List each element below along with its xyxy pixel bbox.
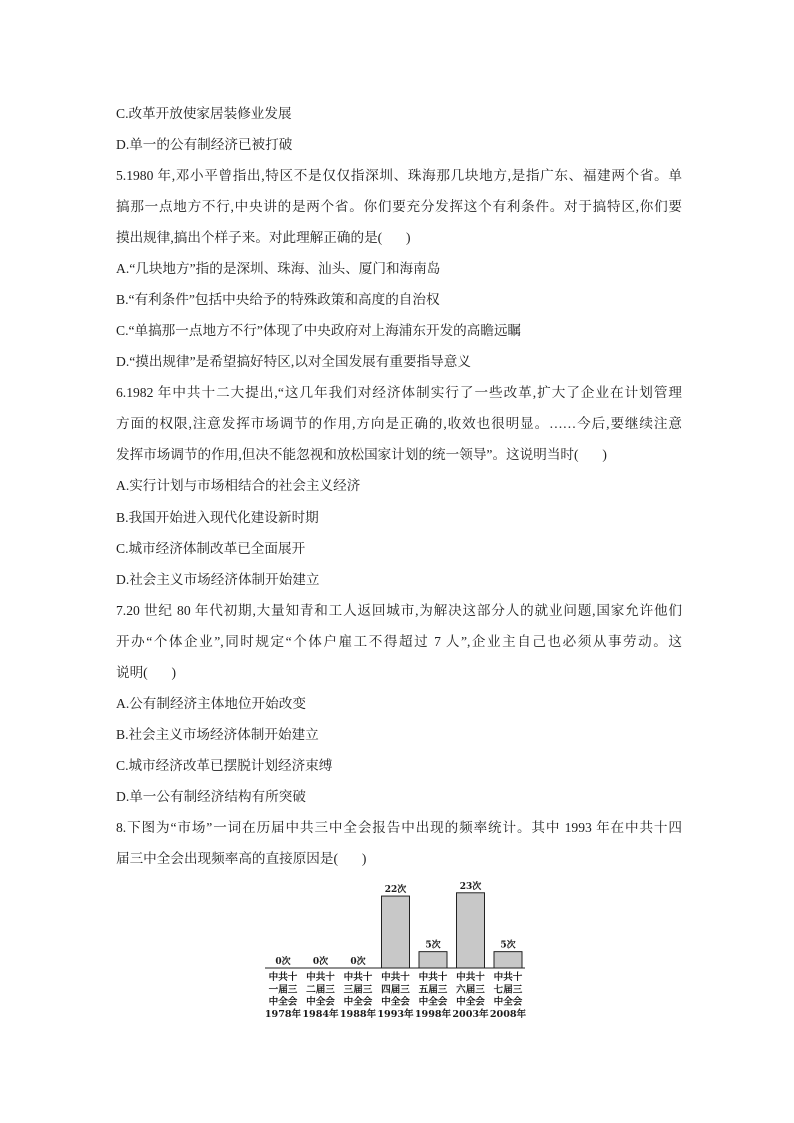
q6-option-c: C.城市经济体制改革已全面展开: [116, 540, 306, 556]
x-tick-label-0-line-1: 中共十: [268, 972, 298, 983]
q6-stem-line-2: 方面的权限,注意发挥市场调节的作用,方向是正确的,收效也很明显。……今后,要继续注意: [116, 416, 682, 432]
q4-option-c: C.改革开放使家居装修业发展: [116, 105, 292, 121]
bar-6: [494, 952, 522, 968]
x-tick-label-0-line-2: 一届三: [268, 984, 298, 996]
q5-stem-line-2: 搞那一点地方不行,中央讲的是两个省。你们要充分发挥这个有利条件。对于搞特区,你们要: [116, 198, 682, 214]
data-label-1: 0次: [312, 957, 329, 967]
q6-option-a: A.实行计划与市场相结合的社会主义经济: [116, 478, 361, 494]
x-tick-label-5-line-1: 中共十: [456, 972, 485, 983]
x-tick-label-2-line-1: 中共十: [343, 972, 373, 983]
x-tick-label-4-line-2: 五届三: [418, 984, 448, 996]
x-tick-label-1-line-1: 中共十: [306, 972, 335, 983]
x-tick-label-6-line-1: 中共十: [493, 972, 523, 983]
x-tick-label-2-line-4: 1988年: [339, 1008, 377, 1020]
q7-option-d: D.单一公有制经济结构有所突破: [116, 789, 306, 805]
question-text-block: [116, 98, 686, 875]
x-tick-label-4-line-1: 中共十: [418, 972, 448, 983]
bar-5: [457, 893, 485, 968]
q7-option-a: A.公有制经济主体地位开始改变: [116, 695, 306, 711]
q6-stem-line-1: 6.1982 年中共十二大提出,“这几年我们对经济体制实行了一些改革,扩大了企业在计划管理: [116, 385, 682, 401]
x-tick-label-1-line-3: 中全会: [306, 996, 335, 1008]
x-tick-label-1-line-4: 1984年: [302, 1008, 339, 1020]
q4-option-d: D.单一的公有制经济已被打破: [116, 136, 293, 152]
q6-option-d: D.社会主义市场经济体制开始建立: [116, 571, 320, 587]
x-tick-label-3-line-4: 1993年: [377, 1008, 414, 1020]
data-label-4: 5次: [425, 940, 441, 951]
market-frequency-chart: [260, 870, 535, 1030]
x-tick-label-6-line-4: 2008年: [489, 1008, 527, 1020]
x-tick-label-2-line-3: 中全会: [343, 996, 373, 1008]
q6-option-b: B.我国开始进入现代化建设新时期: [116, 509, 319, 525]
x-tick-label-4-line-3: 中全会: [418, 996, 448, 1008]
x-tick-label-3-line-3: 中全会: [381, 996, 410, 1008]
q5-option-c: C.“单搞那一点地方不行”体现了中央政府对上海浦东开发的高瞻远瞩: [116, 323, 522, 339]
bar-3: [382, 896, 410, 968]
x-tick-label-1-line-2: 二届三: [306, 984, 335, 996]
q7-stem-line-3: 说明( ): [116, 664, 177, 680]
data-label-6: 5次: [500, 940, 516, 951]
q7-stem-line-1: 7.20 世纪 80 年代初期,大量知青和工人返回城市,为解决这部分人的就业问题,国家允许他们: [116, 602, 682, 618]
x-tick-label-5-line-3: 中全会: [456, 996, 485, 1008]
q8-stem-line-2: 届三中全会出现频率高的直接原因是( ): [116, 851, 367, 867]
x-tick-label-2-line-2: 三届三: [343, 984, 373, 996]
x-tick-label-6-line-3: 中全会: [493, 996, 523, 1008]
data-label-3: 22次: [384, 885, 407, 896]
data-label-2: 0次: [350, 957, 366, 967]
x-tick-label-5-line-2: 六届三: [456, 984, 485, 996]
data-label-5: 23次: [459, 881, 482, 892]
x-tick-label-6-line-2: 七届三: [493, 984, 523, 996]
x-tick-label-4-line-4: 1998年: [414, 1008, 452, 1020]
bar-4: [419, 952, 447, 968]
q8-stem-line-1: 8.下图为“市场”一词在历届中共三中全会报告中出现的频率统计。其中 1993 年在中共十四: [116, 820, 682, 836]
data-label-0: 0次: [275, 957, 291, 967]
x-tick-label-3-line-1: 中共十: [381, 972, 410, 983]
q7-stem-line-2: 开办“个体企业”,同时规定“个体户雇工不得超过 7 人”,企业主自己也必须从事劳动。这: [116, 633, 682, 649]
market-frequency-chart-svg: [260, 870, 535, 1030]
x-tick-label-0-line-4: 1978年: [264, 1008, 302, 1020]
q7-option-c: C.城市经济改革已摆脱计划经济束缚: [116, 758, 333, 774]
x-tick-label-5-line-4: 2003年: [452, 1008, 489, 1020]
q5-option-b: B.“有利条件”包括中央给予的特殊政策和高度的自治权: [116, 291, 440, 307]
q5-stem-line-3: 摸出规律,搞出个样子来。对此理解正确的是( ): [116, 229, 411, 245]
q5-option-a: A.“几块地方”指的是深圳、珠海、汕头、厦门和海南岛: [116, 260, 441, 276]
q5-option-d: D.“摸出规律”是希望搞好特区,以对全国发展有重要指导意义: [116, 354, 471, 370]
q7-option-b: B.社会主义市场经济体制开始建立: [116, 727, 319, 743]
x-tick-label-0-line-3: 中全会: [268, 996, 298, 1008]
q6-stem-line-3: 发挥市场调节的作用,但决不能忽视和放松国家计划的统一领导”。这说明当时( ): [116, 447, 607, 463]
x-tick-label-3-line-2: 四届三: [381, 984, 410, 996]
q5-stem-line-1: 5.1980 年,邓小平曾指出,特区不是仅仅指深圳、珠海那几块地方,是指广东、福建两个省。单: [116, 167, 682, 183]
